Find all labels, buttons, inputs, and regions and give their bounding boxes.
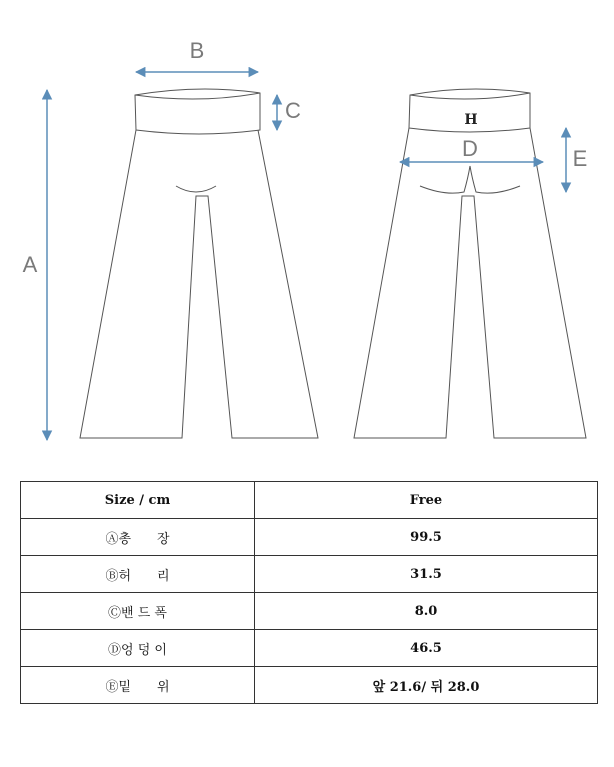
row-label: Ⓐ총 장 bbox=[21, 519, 255, 556]
row-value: 앞 21.6/ 뒤 28.0 bbox=[255, 667, 598, 704]
brand-logo-mark: H bbox=[464, 112, 478, 128]
table-row-total-length bbox=[21, 519, 598, 556]
row-value: 46.5 bbox=[255, 630, 598, 667]
dimension-label-d: D bbox=[462, 136, 478, 161]
header-free: Free bbox=[255, 482, 598, 519]
dimension-label-b: B bbox=[189, 38, 205, 63]
front-pants-drawing bbox=[80, 89, 318, 438]
size-table bbox=[20, 481, 598, 704]
table-row-waist bbox=[21, 556, 598, 593]
row-label: Ⓔ밑 위 bbox=[21, 667, 255, 704]
dimension-label-c: C bbox=[285, 98, 301, 123]
row-value: 31.5 bbox=[255, 556, 598, 593]
row-value: 8.0 bbox=[255, 593, 598, 630]
header-size-unit: Size / cm bbox=[21, 482, 255, 519]
row-label: Ⓓ엉 덩 이 bbox=[21, 630, 255, 667]
row-label: Ⓑ허 리 bbox=[21, 556, 255, 593]
table-row-rise bbox=[21, 667, 598, 704]
dimension-label-a: A bbox=[22, 252, 38, 277]
table-header-row bbox=[21, 482, 598, 519]
table-row-band-width bbox=[21, 593, 598, 630]
table-row-hip bbox=[21, 630, 598, 667]
row-value: 99.5 bbox=[255, 519, 598, 556]
row-label: Ⓒ밴 드 폭 bbox=[21, 593, 255, 630]
dimension-label-e: E bbox=[572, 146, 588, 171]
